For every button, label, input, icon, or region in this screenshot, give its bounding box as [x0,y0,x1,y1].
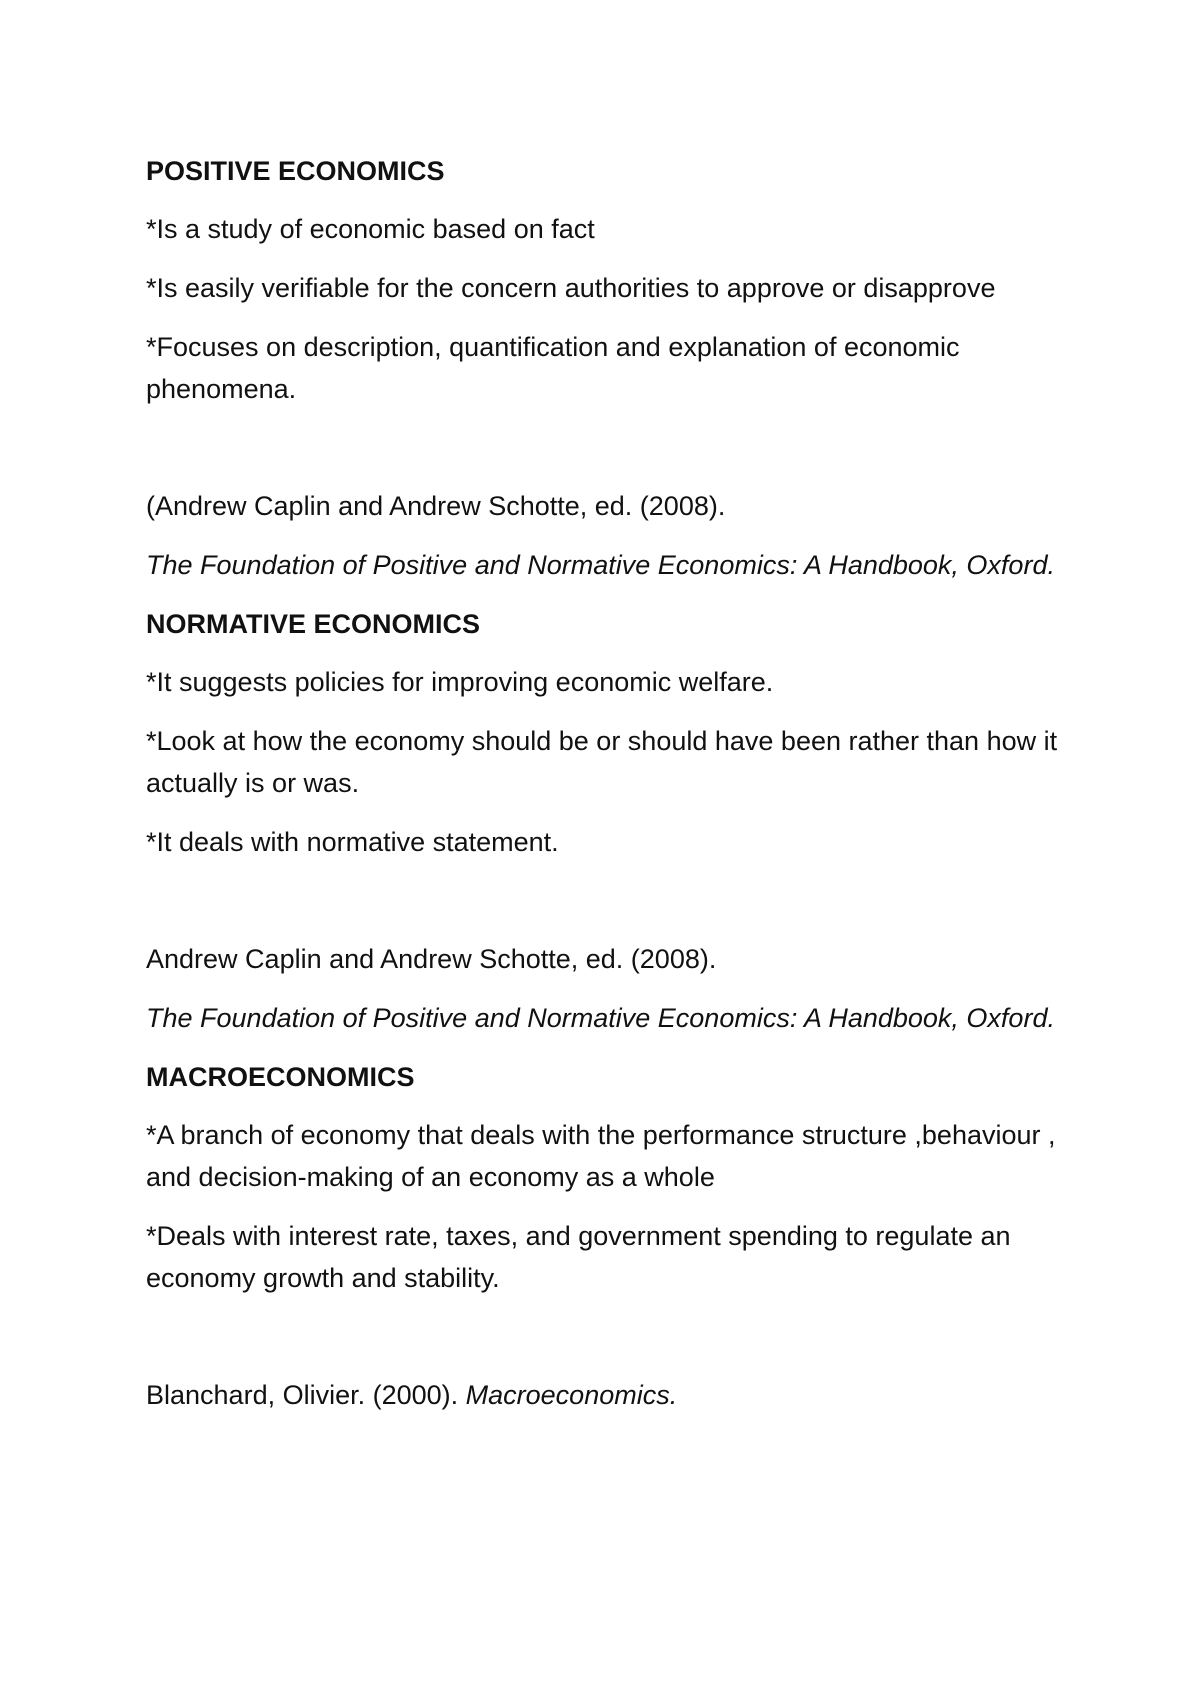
bullet-point: *It deals with normative statement. [146,827,559,857]
citation-author: (Andrew Caplin and Andrew Schotte, ed. (2008). [146,491,726,521]
citation-author: Blanchard, Olivier. (2000). [146,1380,466,1410]
citation [146,1374,1076,1416]
citation-title: Macroeconomics. [465,1380,678,1410]
spacer [146,1316,1076,1374]
citation-author: Andrew Caplin and Andrew Schotte, ed. (2008). [146,944,717,974]
citation-title: The Foundation of Positive and Normative Economics: A Handbook, Oxford. [146,550,1055,580]
bullet-point: *Focuses on description, quantification and explanation of economic phenomena. [146,332,960,404]
section-heading-positive-economics: POSITIVE ECONOMICS [146,156,445,186]
spacer [146,880,1076,938]
bullet-point: *Is easily verifiable for the concern authorities to approve or disapprove [146,273,996,303]
section-heading-normative-economics: NORMATIVE ECONOMICS [146,609,481,639]
citation-title: The Foundation of Positive and Normative Economics: A Handbook, Oxford. [146,1003,1055,1033]
bullet-point: *Is a study of economic based on fact [146,214,595,244]
section-heading-macroeconomics: MACROECONOMICS [146,1062,415,1092]
bullet-point: *Look at how the economy should be or should have been rather than how it actually is or was. [146,726,1058,798]
spacer [146,427,1076,485]
bullet-point: *A branch of economy that deals with the performance structure ,behaviour , and decision-making of an economy as a whole [146,1120,1056,1192]
bullet-point: *It suggests policies for improving economic welfare. [146,667,774,697]
document-body [146,150,1076,1433]
bullet-point: *Deals with interest rate, taxes, and government spending to regulate an economy growth and stability. [146,1221,1011,1293]
